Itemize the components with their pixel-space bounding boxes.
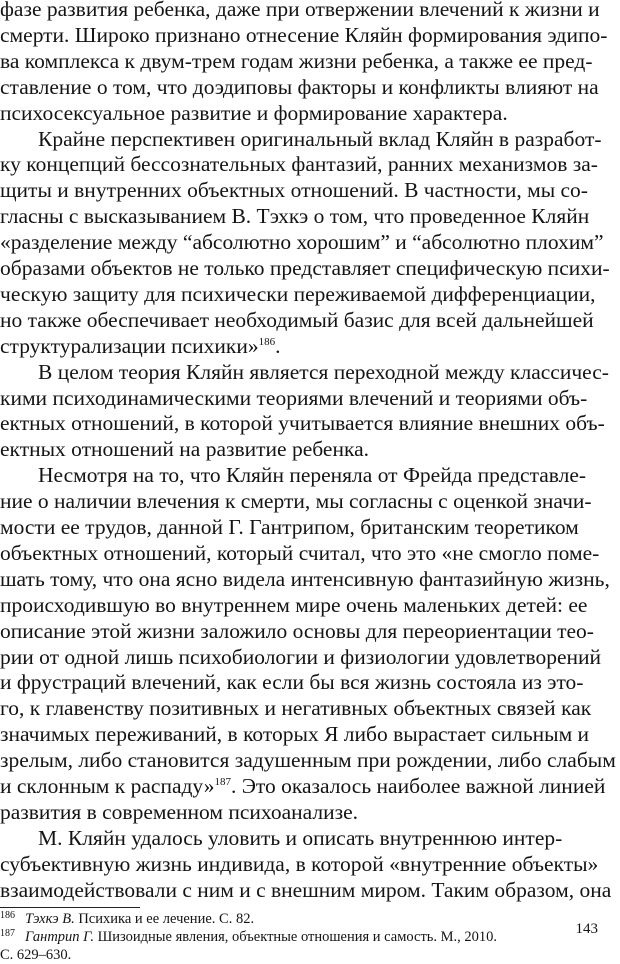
- text-line: ектных отношений на развитие ребенка.: [0, 437, 370, 462]
- footnote-ref[interactable]: 187: [214, 776, 231, 788]
- text-line: кими психодинамическими теориями влечений и теориями объ-: [0, 385, 588, 410]
- text-segment: .: [275, 333, 281, 358]
- text-line: объектных отношений, который считал, что это «не смогло поме-: [0, 540, 600, 565]
- text-line: Крайне перспективен оригинальный вклад Кляйн в разработ-: [38, 126, 602, 151]
- footnote: [0, 910, 254, 928]
- text-line: ческую защиту для психически переживаемой дифференциации,: [0, 281, 596, 306]
- text-line: психосексуальное развитие и формирование характера.: [0, 100, 508, 125]
- text-segment: . Это оказалось наиболее важной линией: [230, 774, 606, 798]
- text-line: ва комплекса к двум-трем годам жизни ребенка, а также ее пред-: [0, 48, 593, 73]
- text-line: и фрустраций влечений, как если бы вся жизнь состояла из это-: [0, 670, 584, 695]
- text-segment: и склонным к распаду»: [0, 774, 215, 798]
- text-line: щиты и внутренних объектных отношений. В частности, мы со-: [0, 178, 588, 203]
- text-line: ние о наличии влечения к смерти, мы согласны с оценкой значи-: [0, 489, 592, 514]
- footnote-text: Шизоидные явления, объектные отношения и самость. М., 2010.: [93, 928, 498, 945]
- text-line: В целом теория Кляйн является переходной между классичес-: [38, 359, 609, 384]
- page-number: 143: [575, 921, 598, 937]
- text-line: гласны с высказыванием В. Тэхкэ о том, что проведенное Кляйн: [0, 204, 590, 229]
- text-line: субъективную жизнь индивида, в которой «внутренние объекты»: [0, 851, 599, 876]
- text-line: значимых переживаний, в которых Я либо вырастает сильным и: [0, 722, 590, 747]
- text-line: фазе развития ребенка, даже при отвержении влечений к жизни и: [0, 0, 600, 21]
- text-line: смерти. Широко признано отнесение Кляйн формирования эдипо-: [0, 22, 608, 47]
- footnote-number: 186: [0, 909, 15, 921]
- text-line: мости ее трудов, данной Г. Гантрипом, британским теоретиком: [0, 515, 579, 539]
- footnote: [0, 928, 497, 946]
- text-line: развития в современном психоанализе.: [0, 799, 359, 824]
- text-line: [0, 334, 280, 360]
- text-line: происходившую во внутреннем мире очень маленьких детей: ее: [0, 592, 588, 617]
- text-line: М. Кляйн удалось уловить и описать внутреннюю интер-: [38, 825, 563, 850]
- text-line: образами объектов не только представляет специфическую психи-: [0, 256, 610, 280]
- footnote-author: Тэхкэ В.: [25, 910, 75, 927]
- text-line: но также обеспечивает необходимый базис для всей дальнейшей: [0, 307, 594, 332]
- text-line: взаимодействовали с ним и с внешним миром. Таким образом, она: [0, 877, 612, 902]
- footnote-author: Гантрип Г.: [25, 928, 94, 945]
- footnote-continuation: С. 629–630.: [0, 946, 72, 963]
- text-line: ектных отношений, в которой учитывается влияние внешних объ-: [0, 411, 605, 436]
- text-line: зрелым, либо становится задушенным при рождении, либо слабым: [0, 748, 616, 773]
- text-segment: структурализации психики»: [0, 333, 259, 358]
- footnote-rule: [0, 907, 140, 908]
- text-line: шать тому, что она ясно видела интенсивную фантазийную жизнь,: [0, 566, 610, 591]
- text-line: «разделение между “абсолютно хорошим” и “абсолютно плохим”: [0, 230, 604, 255]
- footnote-ref[interactable]: 186: [258, 335, 276, 348]
- text-line: [0, 774, 605, 800]
- text-line: ставление о том, что доэдиповы факторы и конфликты влияют на: [0, 74, 599, 99]
- text-line: рии от одной лишь психобиологии и физиологии удовлетворений: [0, 644, 602, 669]
- text-line: описание этой жизни заложило основы для переориентации тео-: [0, 618, 594, 643]
- footnote-text: Психика и ее лечение. С. 82.: [74, 910, 255, 927]
- text-line: ку концепций бессознательных фантазий, ранних механизмов за-: [0, 152, 598, 177]
- footnote-number: 187: [0, 927, 15, 939]
- text-line: Несмотря на то, что Кляйн переняла от Фрейда представле-: [38, 463, 587, 488]
- text-line: го, к главенству позитивных и негативных объектных связей как: [0, 696, 592, 721]
